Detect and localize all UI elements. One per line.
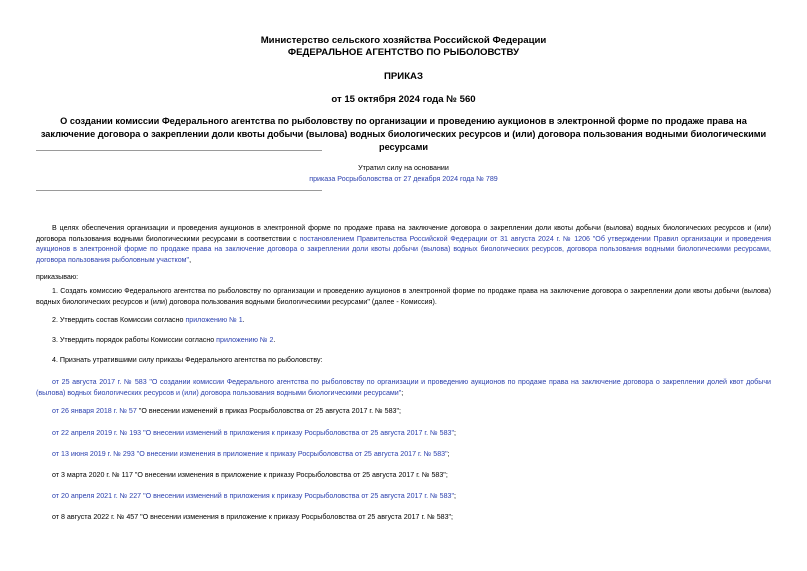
repealed-order-5-text: от 3 марта 2020 г. № 117 "О внесении изменения в приложение к приказу Росрыболовства от 25 августа 2017 г. № 583" xyxy=(52,471,446,479)
repealed-order-2-text: "О внесении изменений в приказ Росрыболовства от 25 августа 2017 г. № 583" xyxy=(138,407,399,415)
divider-bottom xyxy=(36,190,322,191)
item-1: 1. Создать комиссию Федерального агентства по рыболовству по организации и проведению аукционов в электронной форме по продаже права на заключение договора о закреплении доли квоты добычи (вылова) водных биологических ресурсов и (или) договора пользования водными биологическими ресурсами" (далее - Комиссия). xyxy=(36,287,771,306)
preamble-paragraph xyxy=(36,223,771,265)
document-title: О создании комиссии Федерального агентства по рыболовству по организации и проведению аукционов в электронной форме по продаже права на заключение договора о закреплении доли квоты добычи (вылова) водных биологических ресурсов и (или) договора пользования водными биологическими ресурсами xyxy=(40,116,767,152)
order-word: приказываю: xyxy=(36,273,79,281)
item-4: 4. Признать утратившими силу приказы Федерального агентства по рыболовству: xyxy=(52,356,323,364)
item-2-end: . xyxy=(242,316,245,324)
repealed-order-2-link[interactable]: от 26 января 2018 г. № 57 xyxy=(52,407,139,415)
repealed-order-3-end: ; xyxy=(454,429,456,437)
repealed-order-3-link[interactable]: от 22 апреля 2019 г. № 193 "О внесении изменений в приложения к приказу Росрыболовства от 25 августа 2017 г. № 583" xyxy=(52,429,454,437)
repeal-label: Утратил силу на основании xyxy=(358,164,449,172)
repealed-order-7-text: от 8 августа 2022 г. № 457 "О внесении изменения в приложение к приказу Росрыболовства от 25 августа 2017 г. № 583" xyxy=(52,513,452,521)
repealed-order-2-end: ; xyxy=(399,407,401,415)
repealed-order-4-end: ; xyxy=(447,450,450,458)
repealed-order-1 xyxy=(36,377,771,398)
repealed-order-1-link[interactable]: от 25 августа 2017 г. № 583 "О создании комиссии Федерального агентства по рыболовству по организации и проведению аукционов по продаже права на заключение договора о закреплении долей квот добычи (вылова) водных биологических ресурсов и (или) договора пользования водными биологическими ресурсами" xyxy=(36,378,771,397)
appendix-2-link[interactable]: приложению № 2 xyxy=(216,336,274,344)
repealed-order-5-end: ; xyxy=(445,471,448,479)
repealed-order-7 xyxy=(36,512,771,523)
repealed-order-6-end: ; xyxy=(454,492,456,500)
repealed-order-4-link[interactable]: от 13 июня 2019 г. № 293 "О внесении изменения в приложение к приказу Росрыболовства от 25 августа 2017 г. № 583" xyxy=(52,450,448,458)
repeal-link[interactable]: приказа Росрыболовства от 27 декабря 2024 года № 789 xyxy=(309,175,498,183)
preamble-decree-link[interactable]: постановлением Правительства Российской Федерации от 31 августа 2024 г. № 1206 "Об утверждении Правил организации и проведения аукционов в электронной форме по продаже права на заключение договора о закреплении доли квоты добычи (вылова) водных биологических ресурсов, договора пользования водными биологическими ресурсами, договора пользования рыболовным участком" xyxy=(36,234,772,264)
item-3-end: . xyxy=(273,336,276,344)
appendix-1-link[interactable]: приложению № 1 xyxy=(185,316,243,324)
item-3-text: 3. Утвердить порядок работы Комиссии согласно xyxy=(52,336,217,344)
repealed-order-6 xyxy=(36,491,771,502)
repealed-order-3 xyxy=(36,428,771,439)
item-3 xyxy=(36,335,771,346)
repealed-order-4 xyxy=(36,449,771,460)
repealed-order-6-link[interactable]: от 20 апреля 2021 г. № 227 "О внесении изменений в приложения к приказу Росрыболовства от 25 августа 2017 г. № 583" xyxy=(52,492,454,500)
preamble-end: , xyxy=(189,255,192,264)
preamble-text: В целях обеспечения организации и проведения аукционов в электронной форме по продаже права на заключение договора о закреплении доли квоты добычи (вылова) водных биологических ресурсов и (или) договора пользования водными биологическими ресурсами в соответствии с xyxy=(36,224,771,243)
item-2-text: 2. Утвердить состав Комиссии согласно xyxy=(52,316,186,324)
agency-name: ФЕДЕРАЛЬНОЕ АГЕНТСТВО ПО РЫБОЛОВСТВУ xyxy=(287,47,520,58)
divider-top xyxy=(36,150,322,151)
item-2 xyxy=(36,315,771,326)
repealed-order-2 xyxy=(36,406,771,417)
document-type: ПРИКАЗ xyxy=(384,71,423,82)
document-date: от 15 октября 2024 года № 560 xyxy=(331,94,476,105)
repealed-order-1-end: ; xyxy=(401,388,404,397)
repealed-order-5 xyxy=(36,470,771,481)
repealed-order-7-end: ; xyxy=(451,513,454,521)
ministry-name: Министерство сельского хозяйства Российской Федерации xyxy=(260,35,547,46)
